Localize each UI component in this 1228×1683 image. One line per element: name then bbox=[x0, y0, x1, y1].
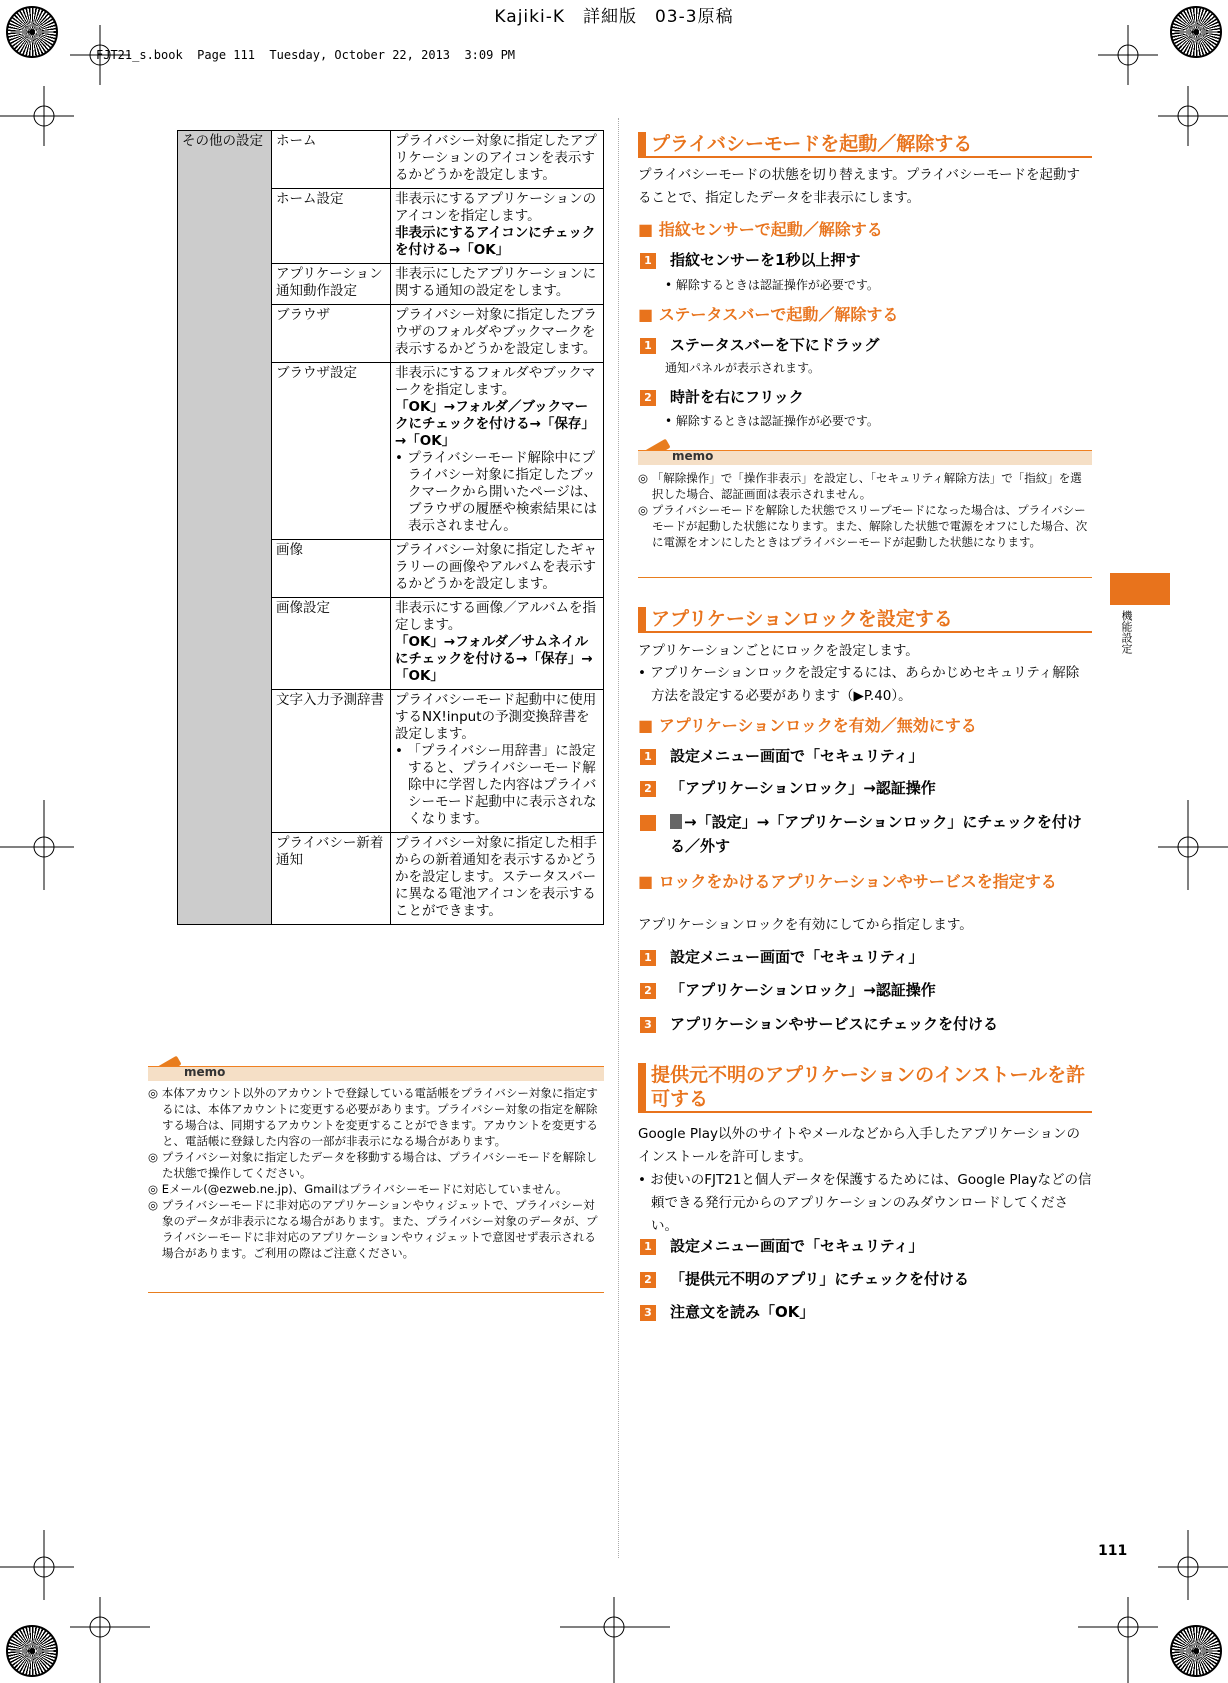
memo-end-line bbox=[148, 1292, 604, 1293]
table-cell-name: ブラウザ設定 bbox=[272, 363, 391, 540]
table-cell-name: ブラウザ bbox=[272, 305, 391, 363]
table-cell-name: プライバシー新着通知 bbox=[272, 833, 391, 925]
section-bullet: • アプリケーションロックを設定するには、あらかじめセキュリティ解除方法を設定する必要があります（▶P.40）。 bbox=[638, 665, 1080, 704]
step-item: 1 設定メニュー画面で「セキュリティ」 bbox=[640, 945, 1092, 969]
subsection-title: ■ ロックをかけるアプリケーションやサービスを指定する bbox=[638, 872, 1057, 891]
step-note: 通知パネルが表示されます。 bbox=[665, 361, 821, 375]
step-item: 1 設定メニュー画面で「セキュリティ」 bbox=[640, 1234, 1092, 1258]
step-item: 2 「アプリケーションロック」→認証操作 bbox=[640, 978, 1092, 1002]
table-cell-desc: 非表示にするフォルダやブックマークを指定します。 「OK」→フォルダ／ブックマークにチェックを付ける→「保存」→「OK」 • プライバシーモード解除中にプライバシー対象に指定したブックマークから開いたページは、ブラウザの履歴や検索結果には表示されません。 bbox=[391, 363, 604, 540]
table-cell-desc: プライバシー対象に指定したブラウザのフォルダやブックマークを表示するかどうかを設定します。 bbox=[391, 305, 604, 363]
table-cell-name: ホーム bbox=[272, 131, 391, 189]
section-title-unknown-sources: 提供元不明のアプリケーションのインストールを許可する bbox=[638, 1063, 1092, 1113]
step-item: 1 ステータスバーを下にドラッグ bbox=[640, 333, 1092, 357]
memo-notes-right: ◎ 「解除操作」で「操作非表示」を設定し、「セキュリティ解除方法」で「指紋」を選択した場合、認証画面は表示されません。 ◎ プライバシーモードを解除した状態でスリープモードになった場合は、プライバシーモードが起動した状態になります。また、解除した状態で電源をオフにした場合、次に電源をオンにしたときはプライバシーモードが起動した状態になります。 bbox=[638, 471, 1088, 549]
section-intro: Google Play以外のサイトやメールなどから入手したアプリケーションのインストールを許可します。 bbox=[638, 1126, 1080, 1165]
step-item: 2 「アプリケーションロック」→認証操作 bbox=[640, 776, 1092, 800]
step-note: • 解除するときは認証操作が必要です。 bbox=[665, 278, 879, 292]
page-header-title: Kajiki-K 詳細版 03-3原稿 bbox=[494, 7, 734, 27]
settings-table bbox=[177, 130, 604, 925]
table-cell-desc: プライバシーモード起動中に使用するNX!inputの予測変換辞書を設定します。 • 「プライバシー用辞書」に設定すると、プライバシーモード解除中に学習した内容はプライバシーモード起動中に表示されなくなります。 bbox=[391, 690, 604, 833]
subsection-title: ■ 指紋センサーで起動／解除する bbox=[638, 220, 883, 239]
table-cell-name: 画像 bbox=[272, 540, 391, 598]
section-intro: アプリケーションロックを有効にしてから指定します。 bbox=[638, 917, 973, 933]
table-cell-desc: プライバシー対象に指定したアプリケーションのアイコンを表示するかどうかを設定します。 bbox=[391, 131, 604, 189]
step-item: 3 アプリケーションやサービスにチェックを付ける bbox=[640, 1012, 1092, 1036]
table-category: その他の設定 bbox=[178, 131, 272, 925]
step-item: 1 設定メニュー画面で「セキュリティ」 bbox=[640, 744, 1092, 768]
table-cell-desc: 非表示にする画像／アルバムを指定します。 「OK」→フォルダ／サムネイルにチェックを付ける→「保存」→「OK」 bbox=[391, 598, 604, 690]
memo-end-line bbox=[638, 577, 1092, 578]
table-cell-desc: プライバシー対象に指定したギャラリーの画像やアルバムを表示するかどうかを設定します。 bbox=[391, 540, 604, 598]
section-bullet: • お使いのFJT21と個人データを保護するためには、Google Playなどの信頼できる発行元からのアプリケーションのみダウンロードしてください。 bbox=[638, 1172, 1092, 1234]
memo-label: memo bbox=[184, 1065, 226, 1079]
chapter-tab bbox=[1110, 573, 1170, 605]
table-cell-name: 文字入力予測辞書 bbox=[272, 690, 391, 833]
step-note: • 解除するときは認証操作が必要です。 bbox=[665, 414, 879, 428]
step-item: 2 時計を右にフリック bbox=[640, 385, 1092, 409]
column-divider bbox=[618, 118, 619, 1558]
table-cell-desc: 非表示にするアプリケーションのアイコンを指定します。 非表示にするアイコンにチェックを付ける→「OK」 bbox=[391, 189, 604, 264]
memo-label: memo bbox=[672, 449, 714, 463]
step-item: 1 指紋センサーを1秒以上押す bbox=[640, 248, 1092, 272]
chapter-tab-label: 機能設定 bbox=[1120, 610, 1133, 654]
step-item: 3 →「設定」→「アプリケーションロック」にチェックを付ける／外す bbox=[629, 813, 1082, 855]
step-item: 3 注意文を読み「OK」 bbox=[640, 1300, 1092, 1324]
section-intro: プライバシーモードの状態を切り替えます。プライバシーモードを起動することで、指定したデータを非表示にします。 bbox=[638, 167, 1080, 206]
page-number: 111 bbox=[1098, 1543, 1128, 1559]
table-cell-desc: 非表示にしたアプリケーションに関する通知の設定をします。 bbox=[391, 264, 604, 305]
subsection-title: ■ アプリケーションロックを有効／無効にする bbox=[638, 716, 977, 735]
table-cell-desc: プライバシー対象に指定した相手からの新着通知を表示するかどうかを設定します。ステータスバーに異なる電池アイコンを表示することができます。 bbox=[391, 833, 604, 925]
subsection-title: ■ ステータスバーで起動／解除する bbox=[638, 305, 899, 324]
section-title-app-lock: アプリケーションロックを設定する bbox=[638, 607, 1092, 633]
memo-notes-left: ◎ 本体アカウント以外のアカウントで登録している電話帳をプライバシー対象に指定するには、本体アカウントに変更する必要があります。プライバシー対象の指定を解除する場合は、同期するアカウントを変更することができます。アカウントを変更すると、電話帳に登録した内容の一部が非表示になる場合があります。 ◎ プライバシー対象に指定したデータを移動する場合は、プライバシーモードを解除した状態で操作してください。 ◎ Eメール(@ezweb.ne.jp)、Gmailはプライバシーモードに対応していません。 ◎ プライバシーモードに非対応のアプリケーションやウィジェットで、プライバシー対象のデータが非表示になる場合があります。また、プライバシー対象のデータが、プライバシーモードに非対応のアプリケーションやウィジェットで意図せず表示される場合があります。ご利用の際はご注意ください。 bbox=[148, 1086, 598, 1260]
step-item: 2 「提供元不明のアプリ」にチェックを付ける bbox=[640, 1267, 1092, 1291]
table-cell-name: アプリケーション通知動作設定 bbox=[272, 264, 391, 305]
menu-icon bbox=[670, 814, 682, 829]
table-cell-name: ホーム設定 bbox=[272, 189, 391, 264]
section-intro: アプリケーションごとにロックを設定します。 bbox=[638, 643, 919, 659]
table-cell-name: 画像設定 bbox=[272, 598, 391, 690]
section-title-privacy-mode: プライバシーモードを起動／解除する bbox=[638, 132, 1092, 158]
book-info-line: FJT21_s.book Page 111 Tuesday, October 22, 2013 3:09 PM bbox=[96, 48, 516, 62]
